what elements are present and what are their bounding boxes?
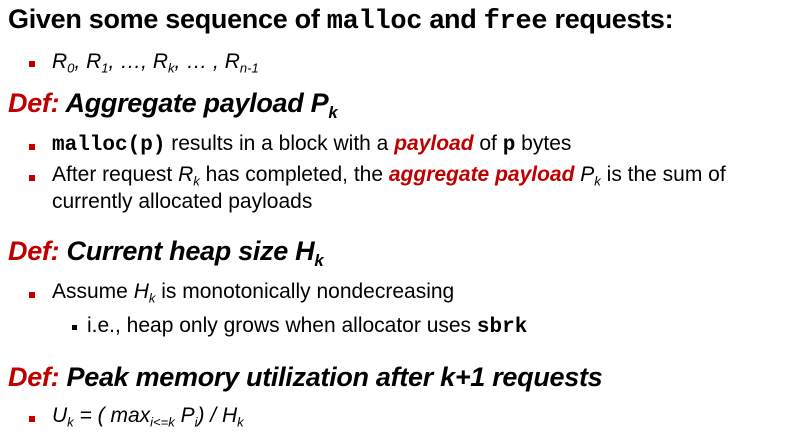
def2-sub-bullet-sbrk: i.e., heap only grows when allocator uses sbrk <box>87 314 528 339</box>
code-free: free <box>483 7 548 37</box>
bullet-square <box>29 416 35 422</box>
code-sbrk: sbrk <box>476 316 528 339</box>
def-aggregate-payload-title: Def: Aggregate payload $P_k$ <box>8 88 338 122</box>
bullet-square <box>29 292 35 298</box>
def3-formula: $U_k$ = ( $\max_{i<=k} P_i) / H_k$ <box>52 404 244 430</box>
def-peak-utilization-title: Def: Peak memory utilization after k+1 requests <box>8 362 603 392</box>
bullet-square <box>29 144 35 150</box>
request-sequence: $R_0$, $R_1$, …, $R_k$, … , $R_{n-1}$ <box>52 50 259 76</box>
def-heap-size-title: Def: Current heap size $H_k$ <box>8 236 324 270</box>
bullet-sub <box>72 325 77 330</box>
bullet-square <box>29 175 35 181</box>
code-malloc: malloc <box>326 7 423 37</box>
code-malloc-p: malloc(p) <box>52 134 166 157</box>
def2-bullet-monotonic: Assume $H_k$ is monotonically nondecreasing <box>52 280 455 306</box>
def1-bullet-aggregate: After request $R_k$ has completed, the aggregate payload $P_k$ is the sum of <box>52 163 726 189</box>
def1-bullet-malloc: malloc(p) results in a block with a payload of p bytes <box>52 132 572 157</box>
slide-heading: Given some sequence of malloc and free requests: <box>8 4 674 37</box>
def1-bullet-aggregate-line2: currently allocated payloads <box>52 190 313 213</box>
bullet-square <box>29 61 35 67</box>
